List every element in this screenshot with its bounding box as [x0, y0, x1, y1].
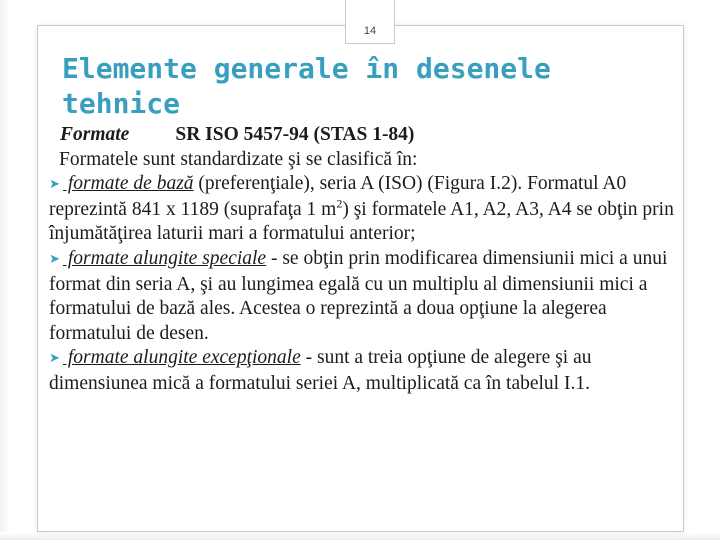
bullet-term: formate alungite speciale: [63, 247, 267, 269]
section-heading: [60, 123, 689, 148]
bullet-term: formate alungite excepţionale: [63, 347, 301, 369]
arrow-bullet-icon: ➤: [49, 177, 60, 193]
bullet-text: - se obţin prin modificarea dimensiunii mici a unui format din seria A, şi au lungimea egală cu un multiplu al dimensiunii mici a formatului de bază ales. Acestea o reprezintă a doua opţiune la alegerea formatului de desen.: [49, 247, 668, 344]
intro-text: Formatele sunt standardizate şi se clasifică în:: [59, 148, 418, 170]
heading-standard-code: SR ISO 5457-94 (STAS 1-84): [175, 124, 415, 145]
arrow-bullet-icon: ➤: [49, 351, 60, 367]
heading-formate: Formate: [60, 124, 130, 145]
slide-title: Elemente generale în desenele tehnice: [62, 52, 551, 120]
page-number: 14: [345, 0, 395, 44]
bullet-formate-alungite-exceptionale: [49, 346, 689, 396]
bullet-text-continued: ) şi formatele A1, A2, A3, A4 se obţin prin înjumătăţirea laturii mari a formatului anterior;: [49, 198, 674, 245]
slide-body: [49, 123, 689, 397]
superscript: 2: [336, 196, 343, 211]
bullet-text: - sunt a treia opţiune de alegere şi au dimensiunea mică a formatului seriei A, multiplicată ca în tabelul I.1.: [49, 347, 592, 394]
arrow-bullet-icon: ➤: [49, 251, 60, 267]
bullet-text: (preferenţiale), seria A (ISO) (Figura I.2). Formatul A0 reprezintă 841 x 1189 (suprafaţa 1 m: [49, 173, 627, 220]
bullet-term: formate de bază: [63, 173, 194, 195]
bullet-formate-de-baza: [49, 172, 689, 247]
slide-left-edge: [0, 0, 10, 540]
bullet-formate-alungite-speciale: [49, 247, 689, 346]
slide-bottom-edge: [0, 532, 720, 540]
